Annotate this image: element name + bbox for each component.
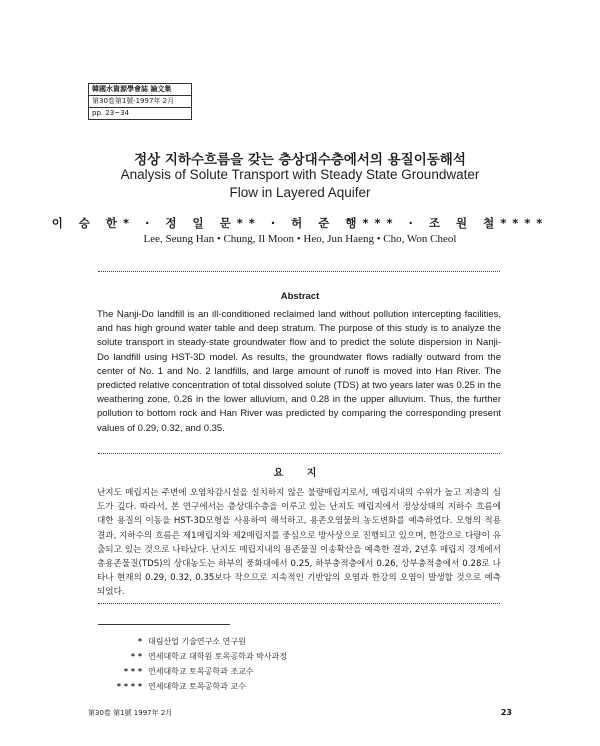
footnote-item: * * * 연세대학교 토목공학과 조교수 — [123, 667, 254, 676]
divider-bottom — [98, 603, 500, 604]
footer-issue: 第30卷 第1號 1997年 2月 — [88, 709, 173, 717]
title-english — [0, 166, 600, 202]
summary-text: 난지도 매립지는 주변에 오염차감시설을 설치하지 않은 불량매립지로서, 매립지내의 수위가 높고 지층의 심도가 깊다. 따라서, 본 연구에서는 층상대수층을 이루고 있는 난지도 매립지에서 정상상태의 지하수 흐름에 대한 용질의 이동을 HST-3D모형을 사용하여 해석하고, 용존오염물의 농도변화를 예측하였다. 모형의 적용 결과, 지하수의 흐름은 제1매립지와 제2매립지를 중심으로 방사상으로 진행되고 있으며, 한강으로 다량이 유출되고 있는 것으로 나타났다. 난지도 매립지내의 용존물질 이송확산을 예측한 결과, 2년후 매립지 경계에서 총용존물질(TDS)의 상대농도는 하부의 풍화대에서 0.25, 하부충적층에서 0.26, 상부충적층에서 0.28로 나타나 현재의 0.29, 0.32, 0.35보다 작으므로 지속적인 기반암의 오염과 한강의 오염이 발생할 것으로 예측되었다. — [97, 488, 501, 598]
page-footer — [88, 708, 512, 718]
title-english-line2: Flow in Layered Aquifer — [229, 185, 371, 200]
footnote-item: * * 연세대학교 대학원 토목공학과 박사과정 — [130, 652, 288, 661]
journal-name: 韓國水資源學會誌 論文集 — [92, 85, 172, 93]
footnotes — [108, 634, 488, 694]
footnote-rule — [98, 624, 230, 625]
page-number: 23 — [500, 708, 512, 717]
journal-pages: pp. 23~34 — [89, 107, 191, 119]
footnote-item: * 대림산업 기술연구소 연구원 — [137, 637, 246, 646]
title-english-line1: Analysis of Solute Transport with Steady State Groundwater — [120, 167, 480, 182]
journal-info-box — [88, 83, 192, 120]
authors-korean: 이 승 한* · 정 일 문** · 허 준 행*** · 조 원 철**** — [51, 216, 549, 230]
summary-heading: 요 지 — [273, 468, 327, 479]
divider-middle — [98, 453, 500, 454]
abstract-text: The Nanji-Do landfill is an ill-conditioned reclaimed land without pollution intercepting facilities, and has high ground water table and deep stratum. The purpose of this study is to analyze the solute transport in steady-state groundwater flow and to predict the solute dispersion in Nanji-Do landfill using HST-3D model. As results, the groundwater flows radially outward from the center of No. 1 and No. 2 landfills, and large amount of runoff is moved into Han River. The predicted relative concentration of total dissolved solute (TDS) at two years later was 0.25 in the weathering zone, 0.26 in the lower alluvium, and 0.28 in the upper alluvium. Thus, the further pollution to bottom rock and Han River was predicted by comparing the corresponding present values of 0.29, 0.32, and 0.35. — [97, 309, 501, 434]
divider-top — [98, 271, 500, 272]
journal-volume: 第30卷第1號·1997年 2月 — [89, 95, 191, 107]
footnote-item: * * * * 연세대학교 토목공학과 교수 — [116, 682, 246, 691]
title-korean: 정상 지하수흐름을 갖는 층상대수층에서의 용질이동해석 — [134, 152, 466, 168]
abstract-heading: Abstract — [280, 291, 320, 302]
authors-english: Lee, Seung Han • Chung, Il Moon • Heo, Jun Haeng • Cho, Won Cheol — [143, 233, 457, 245]
